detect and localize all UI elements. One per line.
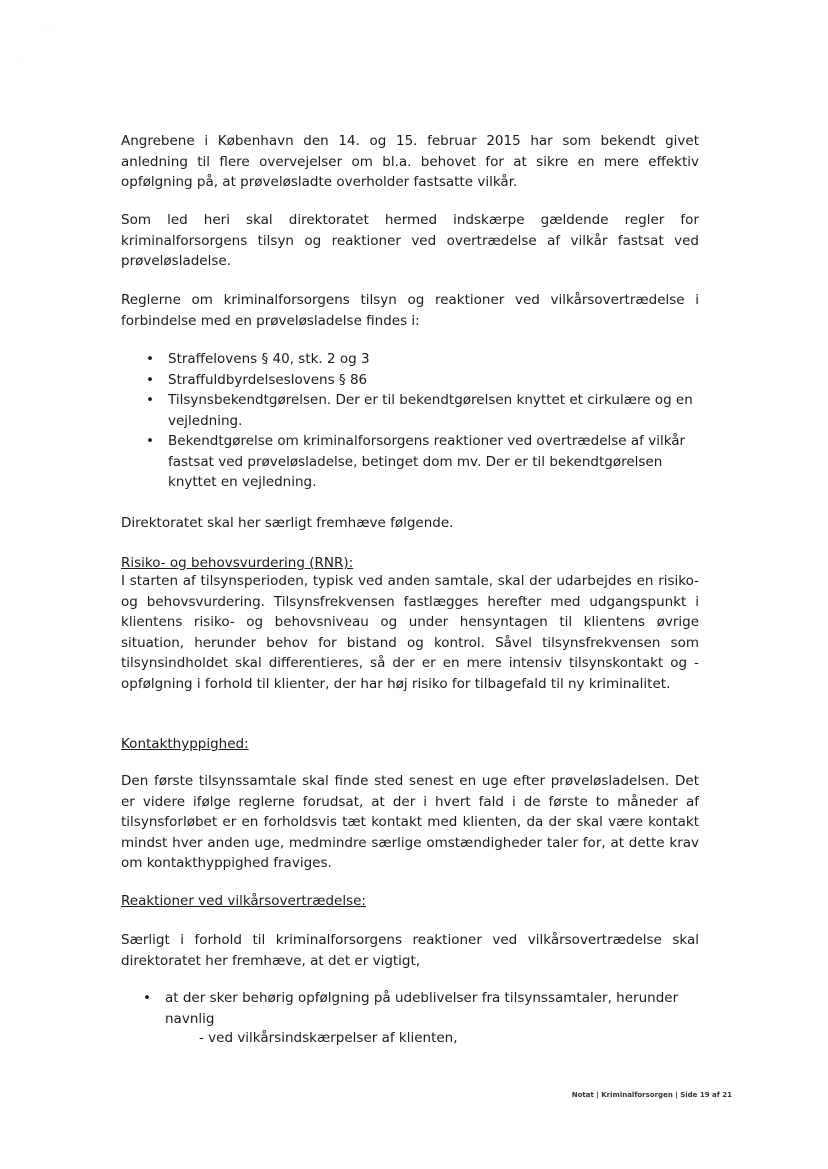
intro-paragraph: Angrebene i København den 14. og 15. februar 2015 har som bekendt givet anledning til flere overvejelser om bl.a. behovet for at sikre en mere effektiv opfølgning på, at prøveløsladte overholder fastsatte vilkår. <box>121 133 699 190</box>
contact-paragraph: Den første tilsynssamtale skal finde sted senest en uge efter prøveløsladelsen. Det er videre ifølge reglerne forudsat, at der i hvert fald i de første to måneder af tilsynsforløbet er en forholdsvis tæt kontakt med klienten, da der skal være kontakt mindst hver anden uge, medmindre særlige omstændigheder taler for, at dette krav om kontakthyppighed fraviges. <box>121 773 699 871</box>
rules-list <box>121 349 699 493</box>
scan-speck: · <box>17 56 19 63</box>
list-item: • Bekendtgørelse om kriminalforsorgens reaktioner ved overtrædelse af vilkår fastsat ved prøveløsladelse, betinget dom mv. Der er til bekendtgørelsen knyttet en vejledning. <box>121 431 699 493</box>
list-item: • at der sker behørig opfølgning på udeblivelser fra tilsynssamtaler, herunder navnlig <box>121 988 701 1029</box>
directive-paragraph: Som led heri skal direktoratet hermed indskærpe gældende regler for kriminalforsorgens tilsyn og reaktioner ved overtrædelse af vilkår fastsat ved prøveløsladelse. <box>121 212 699 269</box>
reactions-heading: Reaktioner ved vilkårsovertrædelse: <box>121 893 366 909</box>
list-item: • Straffelovens § 40, stk. 2 og 3 <box>121 349 699 370</box>
contact-heading: Kontakthyppighed: <box>121 736 249 752</box>
page-footer: Notat | Kriminalforsorgen | Side 19 af 21 <box>571 1091 732 1099</box>
list-item: • Tilsynsbekendtgørelsen. Der er til bekendtgørelsen knyttet et cirkulære og en vejledning. <box>121 390 699 431</box>
rnr-heading: Risiko- og behovsvurdering (RNR): <box>121 555 354 571</box>
rules-intro-paragraph: Reglerne om kriminalforsorgens tilsyn og reaktioner ved vilkårsovertrædelse i forbindelse med en prøveløsladelse findes i: <box>121 292 699 329</box>
scan-speck: · <box>47 29 49 36</box>
emphasis-paragraph: Direktoratet skal her særligt fremhæve følgende. <box>121 515 454 531</box>
reactions-list <box>121 988 701 1029</box>
reactions-sub-item: - ved vilkårsindskærpelser af klienten, <box>199 1030 458 1046</box>
list-item: • Straffuldbyrdelseslovens § 86 <box>121 370 699 391</box>
reactions-paragraph: Særligt i forhold til kriminalforsorgens reaktioner ved vilkårsovertrædelse skal direktoratet her fremhæve, at det er vigtigt, <box>121 932 699 969</box>
rnr-paragraph: I starten af tilsynsperioden, typisk ved anden samtale, skal der udarbejdes en risiko- og behovsvurdering. Tilsynsfrekvensen fastlægges herefter med udgangspunkt i klientens risiko- og behovsniveau og under hensyntagen til klientens øvrige situation, herunder behov for bistand og kontrol. Såvel tilsynsfrekvensen som tilsynsindholdet skal differentieres, så der er en mere intensiv tilsynskontakt og -opfølgning i forhold til klienter, der har høj risiko for tilbagefald til ny kriminalitet. <box>121 573 699 692</box>
